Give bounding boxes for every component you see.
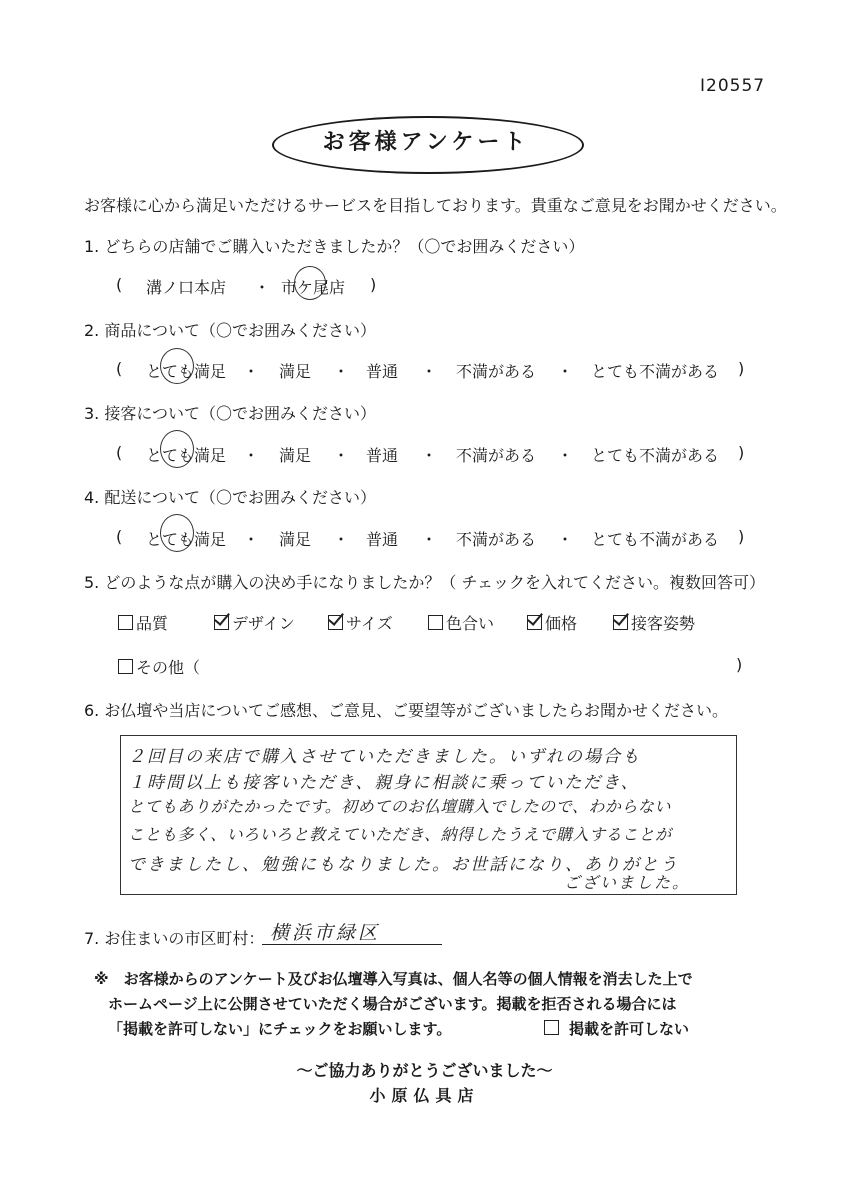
q3-sep-4: ・: [557, 446, 574, 465]
q2-paren-close: ): [738, 359, 745, 378]
question-7-label: 7. お住まいの市区町村：: [84, 929, 265, 948]
q5-option-quality[interactable]: [118, 611, 168, 634]
q3-sep-1: ・: [243, 446, 260, 465]
q3-sep-2: ・: [333, 446, 350, 465]
q2-option-very-satisfied[interactable]: とても満足: [146, 362, 227, 381]
q1-option-mizonokuchi[interactable]: 溝ノ口本店: [146, 278, 227, 297]
q5-checkbox-size[interactable]: [328, 615, 343, 630]
q5-option-color-label: 色合い: [446, 614, 495, 633]
q2-option-normal[interactable]: 普通: [366, 362, 399, 381]
q3-option-very-satisfied[interactable]: とても満足: [146, 446, 227, 465]
q2-sep-3: ・: [421, 362, 438, 381]
q5-checkbox-other[interactable]: [118, 659, 133, 674]
q5-checkbox-quality[interactable]: [118, 615, 133, 630]
q2-option-very-dissatisfied[interactable]: とても不満がある: [591, 362, 720, 381]
q5-option-price-label: 価格: [545, 614, 578, 633]
q4-sep-1: ・: [243, 530, 260, 549]
comment-line-1: ２回目の来店で購入させていただきました。いずれの場合も: [128, 747, 641, 767]
q4-option-very-satisfied[interactable]: とても満足: [146, 530, 227, 549]
comment-line-5: できましたし、勉強にもなりました。お世話になり、ありがとう: [128, 855, 679, 875]
q5-option-color[interactable]: [428, 611, 494, 634]
comment-line-6: ございました。: [564, 873, 691, 892]
document-id: I20557: [700, 76, 766, 96]
q5-option-quality-label: 品質: [136, 614, 169, 633]
q1-paren-open: (: [116, 275, 123, 294]
q5-option-other[interactable]: [118, 655, 200, 678]
q2-paren-open: (: [116, 359, 123, 378]
optout-option[interactable]: [544, 1018, 689, 1039]
q2-option-dissatisfied[interactable]: 不満がある: [456, 362, 537, 381]
notice-line-2: ホームページ上に公開させていただく場合がございます。掲載を拒否される場合には: [108, 995, 677, 1013]
q3-option-normal[interactable]: 普通: [366, 446, 399, 465]
notice-line-1: ※ お客様からのアンケート及びお仏壇導入写真は、個人名等の個人情報を消去した上で: [94, 970, 693, 988]
q3-option-satisfied[interactable]: 満足: [279, 446, 312, 465]
address-value[interactable]: 横浜市緑区: [270, 922, 381, 944]
q1-selection-circle: [294, 266, 326, 300]
q5-other-paren-close: ): [736, 655, 743, 674]
question-6-label: 6. お仏壇や当店についてご感想、ご意見、ご要望等がございましたらお聞かせください。: [84, 701, 729, 720]
intro-text: お客様に心から満足いただけるサービスを目指しております。貴重なご意見をお聞かせください。: [84, 196, 787, 215]
q4-selection-circle: [160, 514, 194, 552]
q5-option-price[interactable]: [527, 611, 577, 634]
notice-line-3: 「掲載を許可しない」にチェックをお願いします。: [108, 1020, 452, 1038]
q4-sep-2: ・: [333, 530, 350, 549]
question-1-label: 1. どちらの店舗でご購入いただきましたか？（〇でお囲みください）: [84, 237, 585, 256]
q1-paren-close: ): [370, 275, 377, 294]
q4-option-very-dissatisfied[interactable]: とても不満がある: [591, 530, 720, 549]
q2-sep-4: ・: [557, 362, 574, 381]
address-underline: [262, 944, 442, 945]
optout-label: 掲載を許可しない: [569, 1020, 690, 1038]
q4-paren-open: (: [116, 527, 123, 546]
q5-option-service-label: 接客姿勢: [631, 614, 696, 633]
q3-paren-close: ): [738, 443, 745, 462]
q5-checkbox-service[interactable]: [613, 615, 628, 630]
q5-option-service[interactable]: [613, 611, 695, 634]
q5-checkbox-color[interactable]: [428, 615, 443, 630]
question-5-label: 5. どのような点が購入の決め手になりましたか？（ チェックを入れてください。複数回答可）: [84, 573, 765, 592]
q5-checkbox-design[interactable]: [214, 615, 229, 630]
question-4-label: 4. 配送について（〇でお囲みください）: [84, 488, 377, 507]
q3-paren-open: (: [116, 443, 123, 462]
optout-checkbox[interactable]: [544, 1020, 559, 1035]
q4-option-normal[interactable]: 普通: [366, 530, 399, 549]
q3-option-very-dissatisfied[interactable]: とても不満がある: [591, 446, 720, 465]
q4-sep-3: ・: [421, 530, 438, 549]
q2-selection-circle: [160, 348, 194, 384]
q5-option-size[interactable]: [328, 611, 393, 634]
q5-option-design-label: デザイン: [232, 614, 295, 633]
page-title: お客様アンケート: [322, 130, 530, 155]
question-2-label: 2. 商品について（〇でお囲みください）: [84, 321, 377, 340]
q4-sep-4: ・: [557, 530, 574, 549]
q3-selection-circle: [160, 430, 194, 468]
q5-option-design[interactable]: [214, 611, 295, 634]
comment-line-4: ことも多く、いろいろと教えていただき、納得したうえで購入することが: [128, 825, 672, 844]
q2-option-satisfied[interactable]: 満足: [279, 362, 312, 381]
q5-checkbox-price[interactable]: [527, 615, 542, 630]
q1-option-ichigao[interactable]: 市ケ尾店: [281, 278, 346, 297]
comment-line-3: とてもありがたかったです。初めてのお仏壇購入でしたので、わからない: [128, 797, 671, 816]
q1-separator: ・: [254, 278, 271, 297]
q5-option-other-label: その他（: [136, 658, 201, 677]
footer-thanks: 〜ご協力ありがとうございました〜: [296, 1061, 553, 1080]
q3-sep-3: ・: [421, 446, 438, 465]
question-3-label: 3. 接客について（〇でお囲みください）: [84, 404, 377, 423]
q4-paren-close: ): [738, 527, 745, 546]
q4-option-dissatisfied[interactable]: 不満がある: [456, 530, 537, 549]
q2-sep-2: ・: [333, 362, 350, 381]
q3-option-dissatisfied[interactable]: 不満がある: [456, 446, 537, 465]
q4-option-satisfied[interactable]: 満足: [279, 530, 312, 549]
comment-line-2: １時間以上も接客いただき、親身に相談に乗っていただき、: [128, 773, 640, 793]
q5-option-size-label: サイズ: [346, 614, 393, 633]
q2-sep-1: ・: [243, 362, 260, 381]
footer-shop-name: 小原仏具店: [369, 1086, 480, 1105]
